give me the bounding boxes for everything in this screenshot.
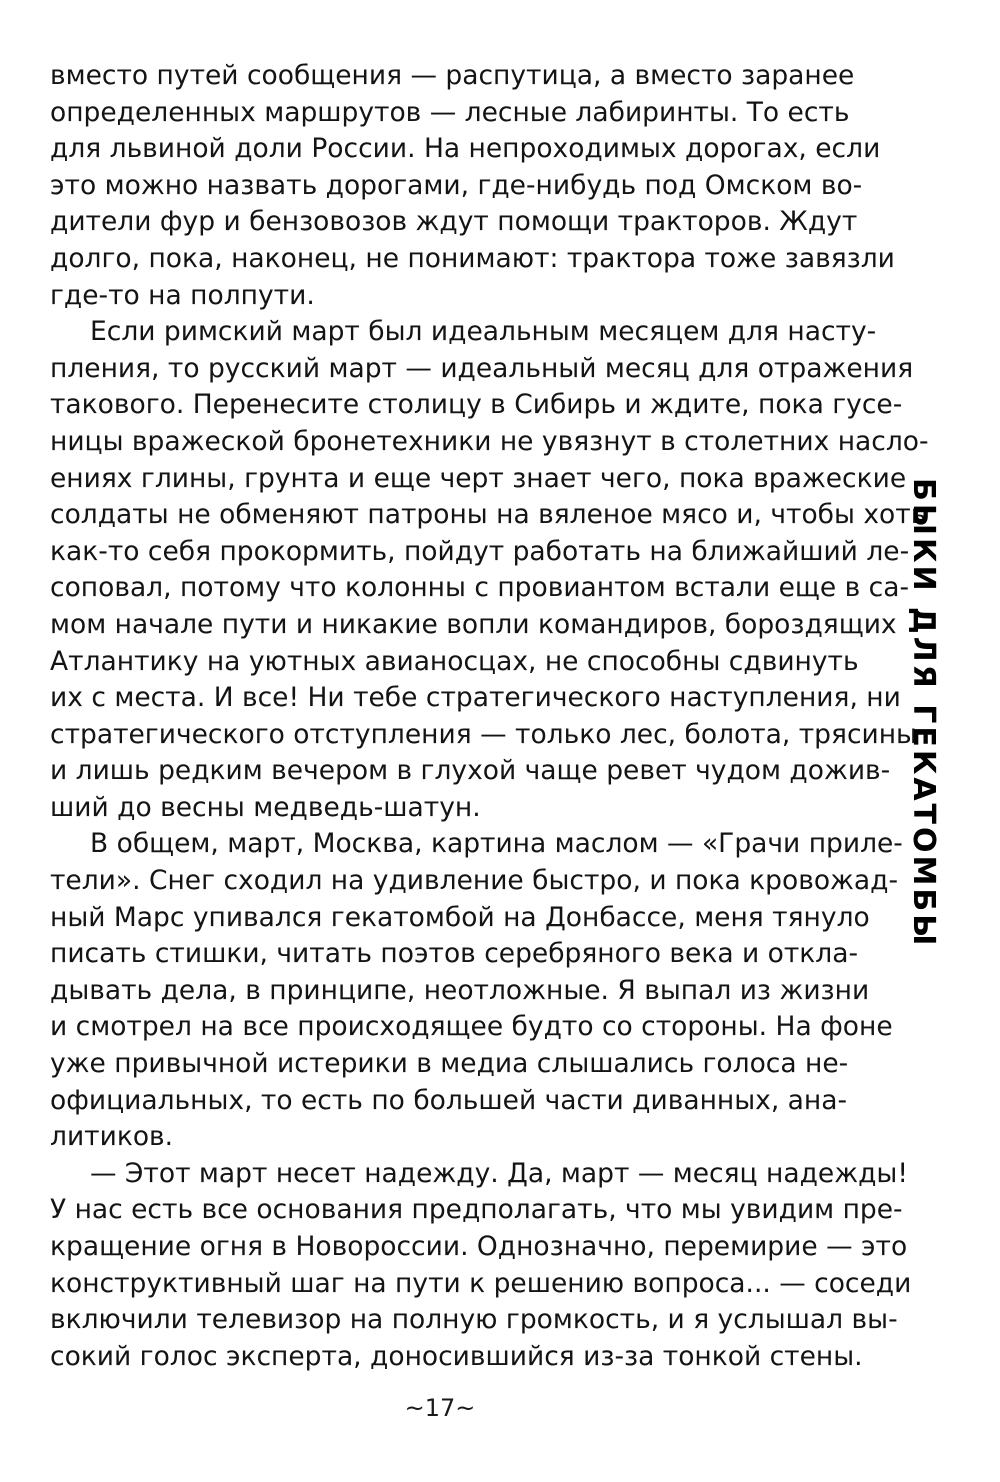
text-line: для львиной доли России. На непроходимых дорогах, если <box>50 133 881 165</box>
text-line: это можно назвать дорогами, где-нибудь под Омском во- <box>50 169 863 201</box>
text-line: вместо путей сообщения — распутица, а вместо заранее <box>50 60 855 91</box>
text-line: — Этот март несет надежду. Да, март — месяц надежды! <box>90 1157 908 1189</box>
text-line: и смотрел на все происходящее будто со стороны. На фоне <box>50 1011 893 1043</box>
text-line: пления, то русский март — идеальный месяц для отражения <box>50 352 914 384</box>
text-line: литиков. <box>50 1121 174 1153</box>
text-line: дители фур и бензовозов ждут помощи тракторов. Ждут <box>50 206 858 238</box>
paragraph-3 <box>50 826 903 1155</box>
text-line: их с места. И все! Ни тебе стратегического наступления, ни <box>50 682 901 714</box>
paragraph-4 <box>50 1156 912 1376</box>
text-line: и лишь редким вечером в глухой чаще ревет чудом дожив- <box>50 755 891 787</box>
text-line: тели». Снег сходил на удивление быстро, и пока кровожад- <box>50 865 899 897</box>
text-line: ницы вражеской бронетехники не увязнут в столетних насло- <box>50 425 929 457</box>
page-number: ~17~ <box>404 1394 476 1422</box>
text-line: мом начале пути и никакие вопли командиров, бороздящих <box>50 608 897 640</box>
running-title: БЫКИ ДЛЯ ГЕКАТОМБЫ <box>906 478 941 949</box>
text-line: Если римский март был идеальным месяцем для насту- <box>90 316 877 348</box>
paragraph-1 <box>50 58 895 314</box>
text-line: где-то на полпути. <box>50 279 315 311</box>
text-line: стратегического отступления — только лес, болота, трясины <box>50 718 917 750</box>
text-line: ный Марс упивался гекатомбой на Донбассе, меня тянуло <box>50 901 870 933</box>
text-line: В общем, март, Москва, картина маслом — «Грачи приле- <box>90 828 903 860</box>
text-line: конструктивный шаг на пути к решению вопроса... — соседи <box>50 1267 912 1299</box>
text-line: как-то себя прокормить, пойдут работать на ближайший ле- <box>50 535 910 567</box>
text-line: ениях глины, грунта и еще черт знает чего, пока вражеские <box>50 462 907 494</box>
text-line: писать стишки, читать поэтов серебряного века и откла- <box>50 938 859 970</box>
text-line: солдаты не обменяют патроны на вяленое мясо и, чтобы хоть <box>50 499 927 531</box>
text-line: ший до весны медведь-шатун. <box>50 791 481 823</box>
text-line: сокий голос эксперта, доносившийся из-за тонкой стены. <box>50 1340 863 1372</box>
text-line: кращение огня в Новороссии. Однозначно, перемирие — это <box>50 1231 908 1262</box>
text-line: дывать дела, в принципе, неотложные. Я выпал из жизни <box>50 974 870 1006</box>
text-line: долго, пока, наконец, не понимают: трактора тоже завязли <box>50 242 895 274</box>
text-line: включили телевизор на полную громкость, и я услышал вы- <box>50 1304 898 1336</box>
text-line: официальных, то есть по большей части диванных, ана- <box>50 1084 848 1116</box>
text-line: такового. Перенесите столицу в Сибирь и ждите, пока гусе- <box>50 389 903 421</box>
paragraph-2 <box>50 314 929 826</box>
text-line: У нас есть все основания предполагать, что мы увидим пре- <box>50 1194 903 1226</box>
text-line: Атлантику на уютных авианосцах, не способны сдвинуть <box>50 645 859 677</box>
text-line: соповал, потому что колонны с провиантом встали еще в са- <box>50 572 910 604</box>
text-line: определенных маршрутов — лесные лабиринты. То есть <box>50 96 850 128</box>
text-line: уже привычной истерики в медиа слышались голоса не- <box>50 1048 849 1080</box>
